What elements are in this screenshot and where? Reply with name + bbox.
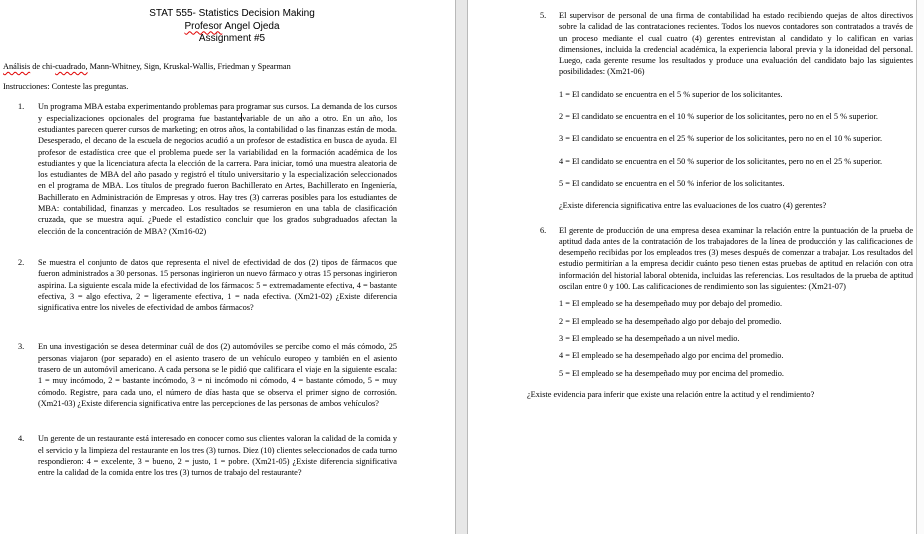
option-line: 5 = El candidato se encuentra en el 50 % inferior de los solicitantes. <box>559 178 785 188</box>
question-number: 4. <box>18 434 25 444</box>
assignment-line: Assignment #5 <box>198 33 266 45</box>
doc-header <box>67 8 397 46</box>
question-item-1 <box>3 101 397 237</box>
final-question-line: ¿Existe evidencia para inferir que existe una relación entre la actitud y el rendimiento? <box>527 389 815 399</box>
question-number: 6. <box>540 225 547 235</box>
professor-line: Profesor Angel Ojeda <box>184 20 280 32</box>
question-item-3 <box>3 341 397 409</box>
option-line: 1 = El empleado se ha desempeñado muy por debajo del promedio. <box>559 299 783 309</box>
option-line: 3 = El empleado se ha desempeñado a un nivel medio. <box>559 333 740 343</box>
question-number: 2. <box>18 257 25 267</box>
question-text: Un programa MBA estaba experimentando problemas para programar sus cursos. La demanda de los cursos y especializaciones opcionales del programa fue bastantevariable de un año a otro. En un año, los estudiantes parecen querer cursos de marketing; en otros años, la contabilidad o las finanzas están de moda. Desesperado, el decano de la escuela de negocios acudió a un profesor de estadística en busca de ayuda. El profesor de estadística cree que el problema puede ser la variabilidad en la formación académica de los estudiantes y que la licenciatura afecta la elección de la carrera. Para iniciar, tomó una muestra aleatoria de los estudiantes de MBA del año pasado y registró el título universitario y la especialización seleccionados en el programa de MBA. Los títulos de pregrado fueron Bachillerato en Artes, Bachillerato en Ingeniería, Bachillerato en Administración de Empresas y otros. Hay tres (3) carreras posibles para los estudiantes de MBA: contabilidad, finanzas y mercadeo. Los resultados se resumieron en una tabla de clasificación cruzada, que se muestra aquí. ¿Puede el estadístico concluir que los grados subgraduados afectan la elección de la concentración de MBA? (Xm16-02) <box>38 102 397 236</box>
page-gap-divider <box>455 0 468 534</box>
question-number: 1. <box>18 102 25 112</box>
final-question-line: ¿Existe diferencia significativa entre las evaluaciones de los cuatro (4) gerentes? <box>559 201 827 211</box>
instructions-line: Instrucciones: Conteste las preguntas. <box>3 82 129 92</box>
spellcheck-underline: cuadrado, <box>55 61 88 71</box>
question-text: El supervisor de personal de una firma de contabilidad ha estado recibiendo quejas de altos directivos sobre la calidad de las contrataciones recientes. Todos los nuevos contadores son contratados a través de un proceso mediante el cual cuatro (4) gerentes entrevistan al candidato y lo califican en varias dimensiones, incluida la credencial académica, la experiencia laboral previa y la idoneidad del personal. Luego, cada gerente resume los resultados y produce una evaluación del candidato bajo las siguientes posibilidades: (Xm21-06) <box>559 11 913 77</box>
question-text: En una investigación se desea determinar cuál de dos (2) automóviles se percibe como el más cómodo, 25 personas viajaron (por separado) en el asiento trasero de un vehículo europeo y también en el asiento trasero de un automóvil americano. A cada persona se le pidió que calificara el viaje en la siguiente escala: 1 = muy incómodo, 2 = bastante incómodo, 3 = ni incómodo ni cómodo, 4 = bastante cómodo, 5 = muy cómodo. Registre, para cada uno, el número de días hasta que se observa el primer signo de corrosión. (Xm21-03) ¿Existe diferencia significativa entre las percepciones de las personas de ambos vehículos? <box>38 342 397 408</box>
question-text: Se muestra el conjunto de datos que representa el nivel de efectividad de dos (2) tipos de fármacos que fueron administrados a 30 personas. 15 personas ingirieron un nuevo fármaco y otras 15 personas ingirieron aspirina. La siguiente escala mide la efectividad de los fármacos: 5 = extremadamente efectiva, 4 = bastante efectiva, 3 = algo efectiva, 2 = ligeramente efectiva, 1 = nada efectiva. (Xm21-02) ¿Existe diferencia significativa entre los niveles de efectividad de ambos fármacos? <box>38 257 397 313</box>
option-line: 2 = El empleado se ha desempeñado algo por debajo del promedio. <box>559 316 782 326</box>
option-line: 4 = El empleado se ha desempeñado algo por encima del promedio. <box>559 351 784 361</box>
question-number: 3. <box>18 342 25 352</box>
option-line: 2 = El candidato se encuentra en el 10 % superior de los solicitantes, pero no en el 5 % superior. <box>559 112 878 122</box>
option-line: 3 = El candidato se encuentra en el 25 % superior de los solicitantes, pero no en el 10 % superior. <box>559 134 883 144</box>
option-line: 5 = El empleado se ha desempeñado muy por encima del promedio. <box>559 368 784 378</box>
analysis-methods-line: Análisis de chi-cuadrado, Mann-Whitney, Sign, Kruskal-Wallis, Friedman y Spearman <box>3 61 291 71</box>
course-title: STAT 555- Statistics Decision Making <box>149 8 315 19</box>
question-number: 5. <box>540 11 547 20</box>
app-background-edge <box>917 0 924 534</box>
question-item-4 <box>3 433 397 478</box>
option-line: 4 = El candidato se encuentra en el 50 % superior de los solicitantes, pero no en el 25 % superior. <box>559 156 883 166</box>
question-text: El gerente de producción de una empresa desea examinar la relación entre la puntuación de la prueba de aptitud dada antes de la contratación de los trabajadores de la línea de producción y las calificaciones de desempeño recibidas por los empleados tres (3) meses después de comenzar a trabajar. Los resultados del estudio permitirían a la empresa decidir cuánto peso tienen estas pruebas de aptitud en relación con otra información del historial laboral obtenida, incluidas las referencias. Los resultados de la prueba de aptitud oscilan entre 0 y 100. Las calificaciones de rendimiento son las siguientes: (Xm21-07) <box>559 225 913 292</box>
page-2[interactable] <box>468 0 917 534</box>
page-1[interactable] <box>0 0 455 534</box>
question-item-6 <box>527 225 913 379</box>
option-line: 1 = El candidato se encuentra en el 5 % superior de los solicitantes. <box>559 89 783 99</box>
question-item-2 <box>3 257 397 313</box>
spellcheck-underline: Análisis <box>3 61 31 71</box>
spellcheck-underline: Profesor <box>184 20 223 32</box>
question-text: Un gerente de un restaurante está interesado en conocer como sus clientes valoran la calidad de la comida y el servicio y la limpieza del restaurante en los tres (3) turnos. Diez (10) clientes seleccionados de cada turno respondieron: 4 = excelente, 3 = bueno, 2 = justo, 1 = pobre. (Xm21-05) ¿Existe diferencia significativa entre la calidad de la comida entre los tres (3) turnos de trabajo del restaurante? <box>38 434 397 478</box>
question-item-5 <box>527 10 913 212</box>
